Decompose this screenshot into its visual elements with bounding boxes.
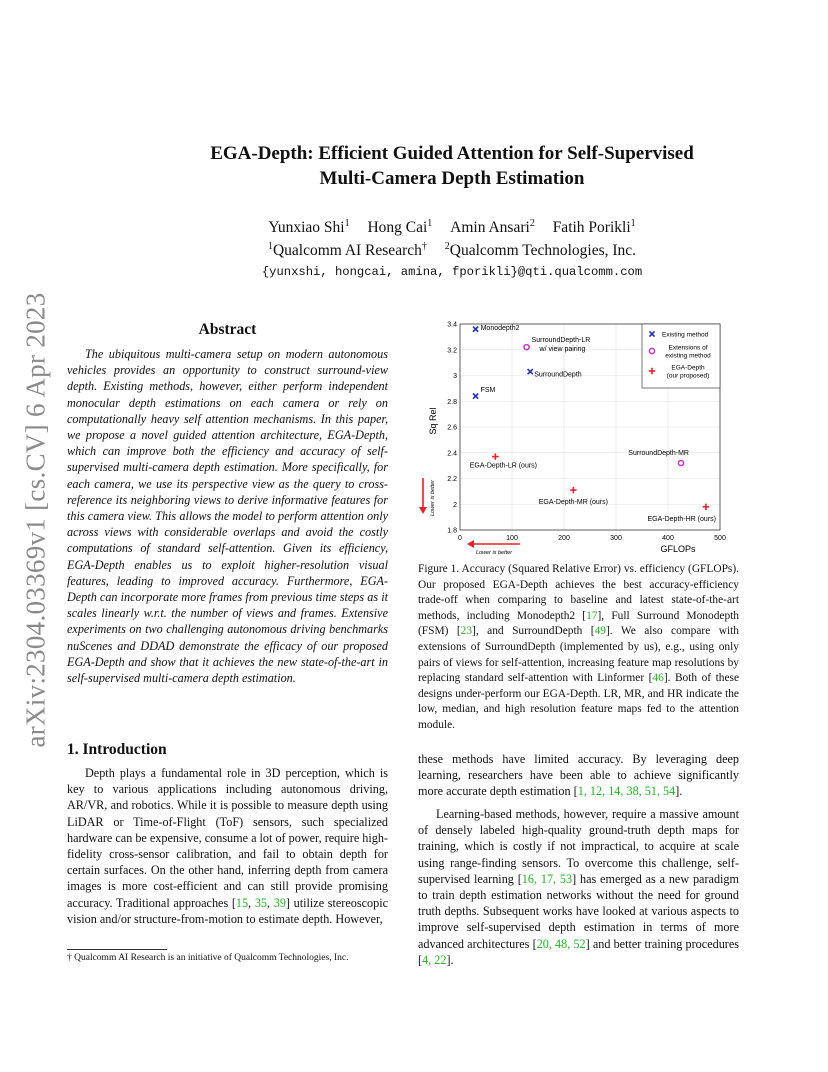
point-label: SurroundDepth-MR <box>628 450 689 458</box>
svg-text:Lower is better: Lower is better <box>430 479 436 517</box>
x-tick-label: 500 <box>714 535 726 542</box>
point-label: EGA-Depth-LR (ours) <box>469 462 538 470</box>
abstract-heading: Abstract <box>198 321 257 338</box>
point-label: SurroundDepth-LR <box>531 337 591 345</box>
data-point <box>473 394 478 399</box>
title-line-1: EGA-Depth: Efficient Guided Attention for Self-Supervised <box>210 143 694 164</box>
citation-link[interactable]: 35 <box>254 895 268 910</box>
data-point <box>473 327 478 332</box>
point-label: Monodepth2 <box>480 325 520 333</box>
footnote-rule <box>67 949 167 950</box>
legend-label: EGA-Depth <box>671 364 705 372</box>
point-label: SurroundDepth <box>534 371 582 379</box>
citation-link[interactable]: 39 <box>273 895 286 910</box>
lower-is-better-x-annotation <box>467 540 520 556</box>
data-point <box>570 487 576 493</box>
affiliation: $^2$Qualcomm Technologies, Inc. <box>444 240 637 259</box>
y-axis-ticks <box>447 322 457 535</box>
point-label: EGA-Depth-MR (ours) <box>538 499 608 507</box>
citation-link[interactable]: 23 <box>460 625 473 638</box>
citation-link[interactable]: 1, 12, 14, 38, 51, 54 <box>577 784 676 799</box>
figure-1-chart <box>418 315 738 558</box>
citation-link[interactable]: 16, 17, 53 <box>521 871 573 886</box>
author: Fatih Porikli$^1$ <box>552 217 636 236</box>
point-label: w/ view pairing <box>539 346 586 354</box>
arxiv-watermark: arXiv:2304.03369v1 [cs.CV] 6 Apr 2023 <box>20 292 51 748</box>
data-point <box>678 460 683 465</box>
y-tick-label: 3.2 <box>447 347 457 355</box>
svg-text:Lower is better: Lower is better <box>475 550 513 556</box>
author: Hong Cai$^1$ <box>367 217 433 236</box>
y-tick-label: 1.8 <box>447 527 457 535</box>
y-tick-label: 3 <box>453 373 457 380</box>
y-tick-label: 3.4 <box>447 321 457 329</box>
chart-legend <box>642 324 720 388</box>
figure-1-caption: Figure 1. Accuracy (Squared Relative Error) vs. efficiency (GFLOPs). Our proposed EGA-Depth achieves the best accuracy-efficiency trade-off when comparing to baseline and latest state-of-the-art methods, including Monodepth2 [17], Full Surround Monodepth (FSM) [23], and SurroundDepth [49]. We also compare with extensions of SurroundDepth (implemented by us), e.g., using only pairs of views for self-attention, increasing feature map resolutions by replacing standard self-attention with Linformer [46]. Both of these designs under-perform our EGA-Depth. LR, MR, and HR indicate the low, median, and high resolution feature maps fed to the attention module. <box>418 563 740 731</box>
author-list <box>120 219 784 237</box>
data-point <box>703 504 709 510</box>
citation-link[interactable]: 20, 48, 52 <box>536 936 586 951</box>
affiliation: $^1$Qualcomm AI Research† <box>267 240 427 259</box>
right-column-paragraph-2: Learning-based methods, however, require a massive amount of densely labeled high-quality ground-truth depth maps for training, which is costly if not impractical, to acquire at scale using range-finding sensors. To overcome this challenge, self-supervised learning [16, 17, 53] has emerged as a new paradigm to train depth estimation networks without the need for ground truth depths. Subsequent works have looked at various aspects to improve self-supervised depth estimation in terms of more advanced architectures [20, 48, 52] and better training procedures [4, 22]. <box>418 807 739 967</box>
x-axis-label: GFLOPs <box>660 544 696 554</box>
legend-label: existing method <box>665 352 711 360</box>
point-label: FSM <box>480 387 496 395</box>
point-label: EGA-Depth-HR (ours) <box>647 515 716 523</box>
legend-label: Extensions of <box>668 344 708 352</box>
x-tick-label: 100 <box>506 535 518 542</box>
y-tick-label: 2 <box>453 501 457 509</box>
intro-paragraph: Depth plays a fundamental role in 3D perception, which is key to various applications including autonomous driving, AR/VR, and robotics. While it is possible to measure depth using LiDAR or Time-of-Flight (ToF) sensors, such specialized hardware can be expensive, consume a lot of power, require high-fidelity cross-sensor calibration, and fail to obtain depth for certain surfaces. On the other hand, inferring depth from camera images is more cost-efficient and can still provide promising accuracy. Traditional approaches [15, 35, 39] utilize stereoscopic vision and/or structure-from-motion to estimate depth. However, <box>67 766 389 926</box>
data-point <box>492 453 498 459</box>
title-line-2: Multi-Camera Depth Estimation <box>319 168 585 189</box>
y-tick-label: 2.6 <box>447 424 457 432</box>
citation-link[interactable]: 46 <box>652 672 664 685</box>
right-column-paragraph-1: these methods have limited accuracy. By leveraging deep learning, researchers have been able to achieve significantly more accurate depth estimation [1, 12, 14, 38, 51, 54]. <box>418 752 739 799</box>
y-tick-label: 2.8 <box>447 398 457 406</box>
x-tick-label: 300 <box>610 535 622 542</box>
data-point <box>528 369 533 374</box>
paper-title <box>120 141 784 191</box>
x-tick-label: 400 <box>662 535 674 542</box>
legend-label: Existing method <box>662 331 709 339</box>
y-tick-label: 2.4 <box>447 450 457 458</box>
y-axis-label: Sq Rel <box>428 407 438 435</box>
citation-link[interactable]: 17 <box>586 609 598 622</box>
legend-label: (our proposed) <box>666 372 710 380</box>
x-tick-label: 0 <box>458 535 462 542</box>
x-axis-ticks <box>458 535 726 542</box>
lower-is-better-y-annotation <box>419 478 436 516</box>
x-tick-label: 200 <box>558 535 570 542</box>
author: Yunxiao Shi$^1$ <box>268 217 350 236</box>
footnote: † Qualcomm AI Research is an initiative of Qualcomm Technologies, Inc. <box>67 953 349 963</box>
citation-link[interactable]: 15 <box>235 895 249 910</box>
author: Amin Ansari$^2$ <box>450 217 535 236</box>
section-heading-introduction: 1. Introduction <box>67 741 167 758</box>
citation-link[interactable]: 4, 22 <box>422 952 447 967</box>
author-emails: {yunxshi, hongcai, amina, fporikli}@qti.qualcomm.com <box>261 265 643 279</box>
citation-link[interactable]: 49 <box>594 625 606 638</box>
affiliations <box>120 242 784 260</box>
y-tick-label: 2.2 <box>447 476 457 483</box>
abstract-text: The ubiquitous multi-camera setup on modern autonomous vehicles provides an opportunity to construct surround-view depth. Existing methods, however, either perform independent monocular depth estimations on each camera or rely on computationally heavy self attention mechanisms. In this paper, we propose a novel guided attention architecture, EGA-Depth, which can improve both the efficiency and accuracy of self-supervised multi-camera depth estimation. More specifically, for each camera, we use its perspective view as the query to cross-reference its neighboring views to derive informative features for this camera view. This allows the model to perform attention only across views with considerable overlaps and avoid the costly computations of standard self-attention. Given its efficiency, EGA-Depth enables us to exploit higher-resolution visual features, leading to improved accuracy. Furthermore, EGA-Depth can incorporate more frames from previous time steps as it scales linearly w.r.t. the number of views and frames. Extensive experiments on two challenging autonomous driving benchmarks nuScenes and DDAD demonstrate the efficacy of our proposed EGA-Depth and show that it achieves the new state-of-the-art in self-supervised multi-camera depth estimation. <box>67 347 388 686</box>
data-point <box>524 345 529 350</box>
